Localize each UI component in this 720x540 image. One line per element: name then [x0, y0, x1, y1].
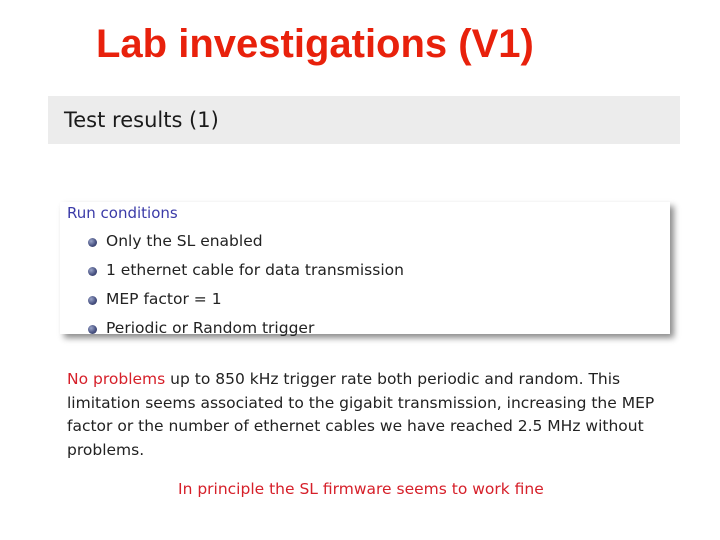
bullet-list — [60, 202, 670, 337]
list-item-text: 1 ethernet cable for data transmission — [106, 261, 404, 279]
bullet-icon — [88, 296, 97, 305]
list-item-text: MEP factor = 1 — [106, 290, 222, 308]
bullet-icon — [88, 238, 97, 247]
conclusion-text: In principle the SL firmware seems to work fine — [178, 480, 544, 498]
run-conditions-block — [60, 202, 670, 337]
slide-title: Test results (1) — [64, 108, 219, 132]
page-title: Lab investigations (V1) — [96, 22, 534, 66]
list-item-text: Only the SL enabled — [106, 232, 263, 250]
list-item-text: Periodic or Random trigger — [106, 319, 315, 337]
highlight-text: No problems — [67, 370, 166, 388]
bullet-icon — [88, 325, 97, 334]
paragraph-text: up to 850 kHz trigger rate both periodic and random. This limitation seems associated to the gigabit transmission, increasing the MEP factor or the number of ethernet cables we have reached 2.5 MHz without problems. — [67, 370, 655, 459]
block-title: Run conditions — [67, 204, 178, 222]
slide-image — [48, 96, 680, 540]
slide-header — [48, 96, 680, 144]
bullet-icon — [88, 267, 97, 276]
results-paragraph — [67, 368, 667, 462]
